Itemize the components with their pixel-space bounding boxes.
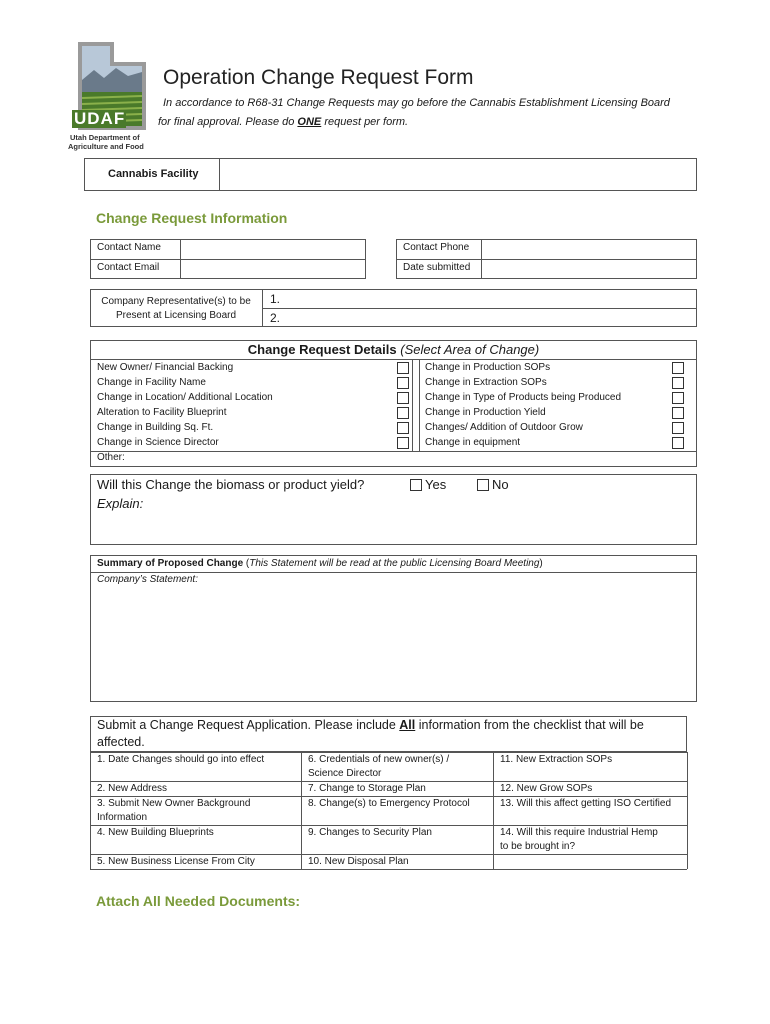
details-heading-bold: Change Request Details — [247, 342, 397, 357]
checklist-item-r3-c2: 8. Change(s) to Emergency Protocol — [308, 798, 470, 809]
logo-acronym: UDAF — [74, 109, 126, 128]
contact-phone-label: Contact Phone — [403, 242, 470, 253]
details-left-checkbox-6[interactable] — [397, 437, 409, 449]
details-left-item-5: Change in Building Sq. Ft. — [97, 421, 214, 433]
details-right-checkbox-5[interactable] — [672, 422, 684, 434]
summary-heading-italic: This Statement will be read at the public Licensing Board Meeting — [249, 558, 540, 569]
rep-label-1: Company Representative(s) to be — [101, 296, 251, 307]
details-right-checkbox-6[interactable] — [672, 437, 684, 449]
checklist-item-r2-c1: 2. New Address — [97, 783, 168, 794]
company-statement-label: Company’s Statement: — [97, 574, 198, 585]
date-submitted-label: Date submitted — [403, 262, 471, 273]
details-heading-italic: (Select Area of Change) — [400, 342, 540, 357]
details-other-label: Other: — [97, 452, 125, 463]
checklist-item-r5-c2: 10. New Disposal Plan — [308, 856, 409, 867]
checklist-item-r2-c3: 12. New Grow SOPs — [500, 783, 593, 794]
checklist-item-r1-c2: 6. Credentials of new owner(s) / Science Director — [308, 754, 450, 779]
yield-explain-label: Explain: — [97, 496, 144, 511]
details-right-item-2: Change in Extraction SOPs — [425, 376, 547, 388]
checklist-item-r2-c2: 7. Change to Storage Plan — [308, 783, 426, 794]
yield-yes-checkbox[interactable] — [410, 479, 422, 491]
contact-email-field[interactable] — [182, 261, 364, 277]
yield-no-label: No — [492, 477, 509, 492]
summary-heading: Summary of Proposed Change (This Statement will be read at the public Licensing Board Meeting) — [97, 558, 543, 569]
company-statement-field[interactable] — [92, 588, 695, 700]
checklist-item-r4-c2: 9. Changes to Security Plan — [308, 827, 432, 838]
yield-question: Will this Change the biomass or product yield? — [97, 477, 365, 492]
details-left-checkbox-2[interactable] — [397, 377, 409, 389]
contact-phone-field[interactable] — [483, 241, 695, 257]
details-left-item-1: New Owner/ Financial Backing — [97, 362, 234, 373]
rep-1-field[interactable]: 1. — [270, 292, 281, 306]
details-right-item-4: Change in Production Yield — [425, 406, 546, 418]
rep-label-2: Present at Licensing Board — [115, 310, 237, 321]
subtitle-pre: for final approval. Please do — [158, 116, 298, 128]
checklist-item-r3-c1: 3. Submit New Owner Background Information — [97, 798, 251, 823]
details-left-item-3: Change in Location/ Additional Location — [97, 391, 273, 403]
details-heading — [90, 342, 697, 357]
attach-heading: Attach All Needed Documents: — [96, 893, 301, 909]
details-left-item-2: Change in Facility Name — [97, 376, 206, 388]
details-right-item-5: Changes/ Addition of Outdoor Grow — [425, 421, 583, 433]
details-right-checkbox-2[interactable] — [672, 377, 684, 389]
checklist-intro-pre: Submit a Change Request Application. Please include — [97, 718, 400, 732]
checklist-item-r4-c3: 14. Will this require Industrial Hemp to be brought in? — [500, 827, 658, 852]
change-info-heading: Change Request Information — [96, 210, 288, 226]
date-submitted-field[interactable] — [483, 261, 695, 277]
cannabis-facility-field[interactable] — [221, 160, 695, 189]
logo-line-2: Agriculture and Food — [68, 142, 144, 151]
checklist-item-r1-c3: 11. New Extraction SOPs — [500, 754, 613, 765]
details-left-item-6: Change in Science Director — [97, 436, 219, 448]
subtitle-line-2 — [158, 116, 408, 128]
details-left-checkbox-4[interactable] — [397, 407, 409, 419]
subtitle-line-1: In accordance to R68-31 Change Requests may go before the Cannabis Establishment Licensing Board — [163, 97, 670, 109]
checklist-intro-line-2: affected. — [97, 735, 145, 749]
contact-email-label: Contact Email — [97, 262, 160, 273]
subtitle-emphasis: ONE — [297, 116, 322, 128]
yield-explain-field[interactable] — [92, 514, 695, 543]
details-right-item-6: Change in equipment — [425, 436, 521, 448]
yield-no-checkbox[interactable] — [477, 479, 489, 491]
checklist-intro — [97, 718, 644, 732]
contact-name-field[interactable] — [182, 241, 364, 257]
cannabis-facility-label: Cannabis Facility — [108, 168, 199, 180]
logo-line-1: Utah Department of — [70, 133, 140, 142]
checklist-item-r1-c1: 1. Date Changes should go into effect — [97, 754, 265, 765]
details-left-checkbox-5[interactable] — [397, 422, 409, 434]
checklist-item-r4-c1: 4. New Building Blueprints — [97, 827, 214, 838]
details-right-item-1: Change in Production SOPs — [425, 362, 551, 373]
yield-yes-label: Yes — [425, 477, 447, 492]
details-right-checkbox-4[interactable] — [672, 407, 684, 419]
checklist-item-r5-c1: 5. New Business License From City — [97, 856, 255, 867]
details-left-checkbox-1[interactable] — [397, 362, 409, 374]
summary-heading-bold: Summary of Proposed Change — [97, 558, 244, 569]
contact-name-label: Contact Name — [97, 242, 161, 253]
details-left-checkbox-3[interactable] — [397, 392, 409, 404]
page-title: Operation Change Request Form — [163, 66, 474, 89]
checklist-intro-post: information from the checklist that will be — [415, 718, 644, 732]
checklist-intro-emphasis: All — [399, 718, 416, 732]
udaf-logo — [66, 40, 154, 152]
subtitle-post: request per form. — [321, 116, 409, 128]
details-right-checkbox-1[interactable] — [672, 362, 684, 374]
checklist-item-r3-c3: 13. Will this affect getting ISO Certified — [500, 798, 672, 809]
details-right-checkbox-3[interactable] — [672, 392, 684, 404]
details-left-item-4: Alteration to Facility Blueprint — [97, 406, 227, 418]
details-right-item-3: Change in Type of Products being Produced — [425, 391, 622, 403]
rep-2-field[interactable]: 2. — [270, 311, 281, 325]
